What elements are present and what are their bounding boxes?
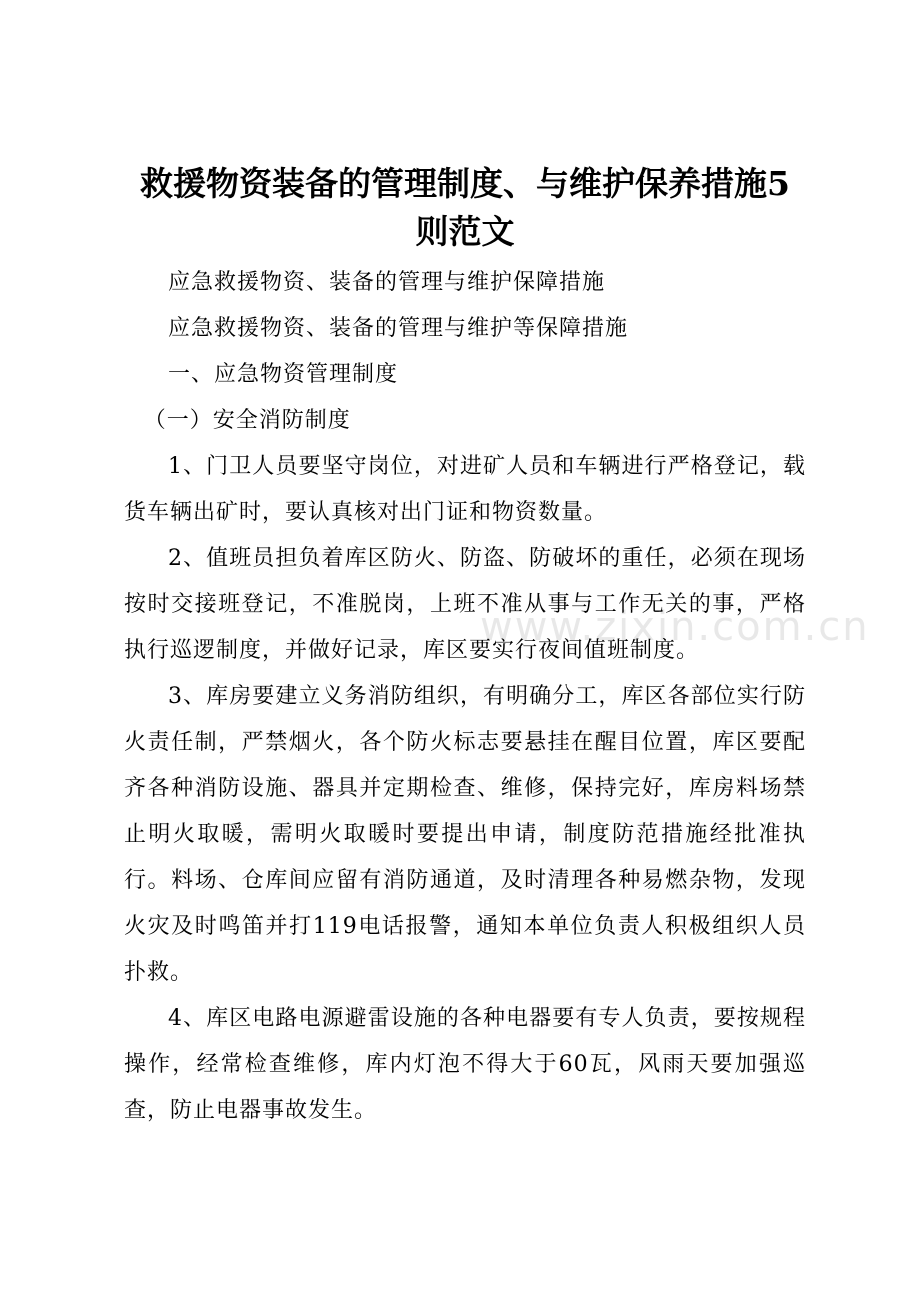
document-page [124,160,806,1134]
paragraph-item-3: 3、库房要建立义务消防组织，有明确分工，库区各部位实行防火责任制，严禁烟火，各个防火标志要悬挂在醒目位置，库区要配齐各种消防设施、器具并定期检查、维修，保持完好，库房料场禁止明火取暖，需明火取暖时要提出申请，制度防范措施经批准执行。料场、仓库间应留有消防通道，及时清理各种易燃杂物，发现火灾及时鸣笛并打119电话报警，通知本单位负责人积极组织人员扑救。 [124,684,806,985]
paragraph-subtitle-1: 应急救援物资、装备的管理与维护保障措施 [168,270,606,295]
section-heading: 一、应急物资管理制度 [168,362,399,387]
paragraph-item-4: 4、库区电路电源避雷设施的各种电器要有专人负责，要按规程操作，经常检查维修，库内灯泡不得大于60瓦，风雨天要加强巡查，防止电器事故发生。 [124,1006,806,1123]
document-title: 救援物资装备的管理制度、与维护保养措施5则范文 [140,164,790,251]
paragraph-item-1: 1、门卫人员要坚守岗位，对进矿人员和车辆进行严格登记，载货车辆出矿时，要认真核对出门证和物资数量。 [124,454,806,525]
subsection-heading: （一）安全消防制度 [143,408,351,433]
paragraph-subtitle-2: 应急救援物资、装备的管理与维护等保障措施 [168,316,629,341]
paragraph-item-2: 2、值班员担负着库区防火、防盗、防破坏的重任，必须在现场按时交接班登记，不准脱岗，上班不准从事与工作无关的事，严格执行巡逻制度，并做好记录，库区要实行夜间值班制度。 [124,546,806,663]
watermark-text: www.zixin.com.cn [480,604,870,650]
